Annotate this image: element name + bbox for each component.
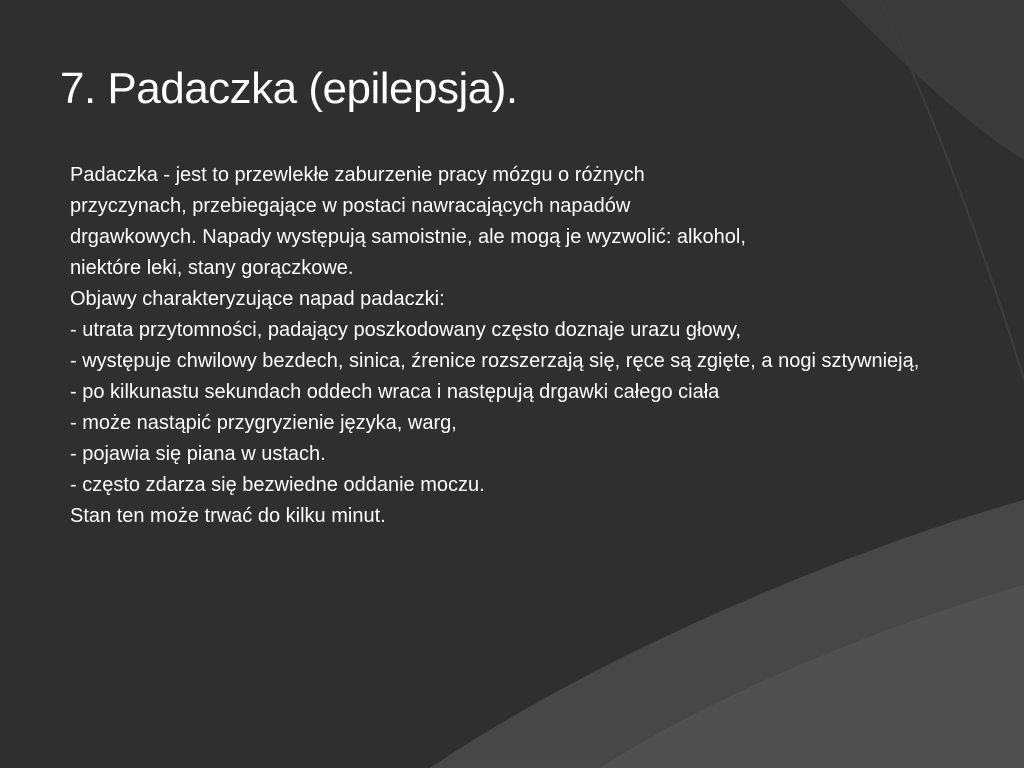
slide-body (70, 160, 970, 532)
bullet-item: - występuje chwilowy bezdech, sinica, źrenice rozszerzają się, ręce są zgięte, a nogi sztywnieją, (70, 350, 920, 372)
bullet-item: - często zdarza się bezwiedne oddanie moczu. (70, 474, 485, 496)
bullet-item: - utrata przytomności, padający poszkodowany często doznaje urazu głowy, (70, 319, 742, 341)
body-line: drgawkowych. Napady występują samoistnie, ale mogą je wyzwolić: alkohol, (70, 226, 746, 248)
body-line: niektóre leki, stany gorączkowe. (70, 257, 354, 279)
body-line: Padaczka - jest to przewlekłe zaburzenie pracy mózgu o różnych (70, 164, 645, 186)
bullet-item: - pojawia się piana w ustach. (70, 443, 326, 465)
top-right-curve (840, 0, 1024, 160)
body-line: przyczynach, przebiegające w postaci nawracających napadów (70, 195, 631, 217)
bullet-item: - może nastąpić przygryzienie języka, warg, (70, 412, 457, 434)
slide-title: 7. Padaczka (epilepsja). (60, 64, 518, 113)
body-line: Objawy charakteryzujące napad padaczki: (70, 288, 445, 310)
body-line: Stan ten może trwać do kilku minut. (70, 505, 386, 527)
bullet-item: - po kilkunastu sekundach oddech wraca i następują drgawki całego ciała (70, 381, 720, 403)
